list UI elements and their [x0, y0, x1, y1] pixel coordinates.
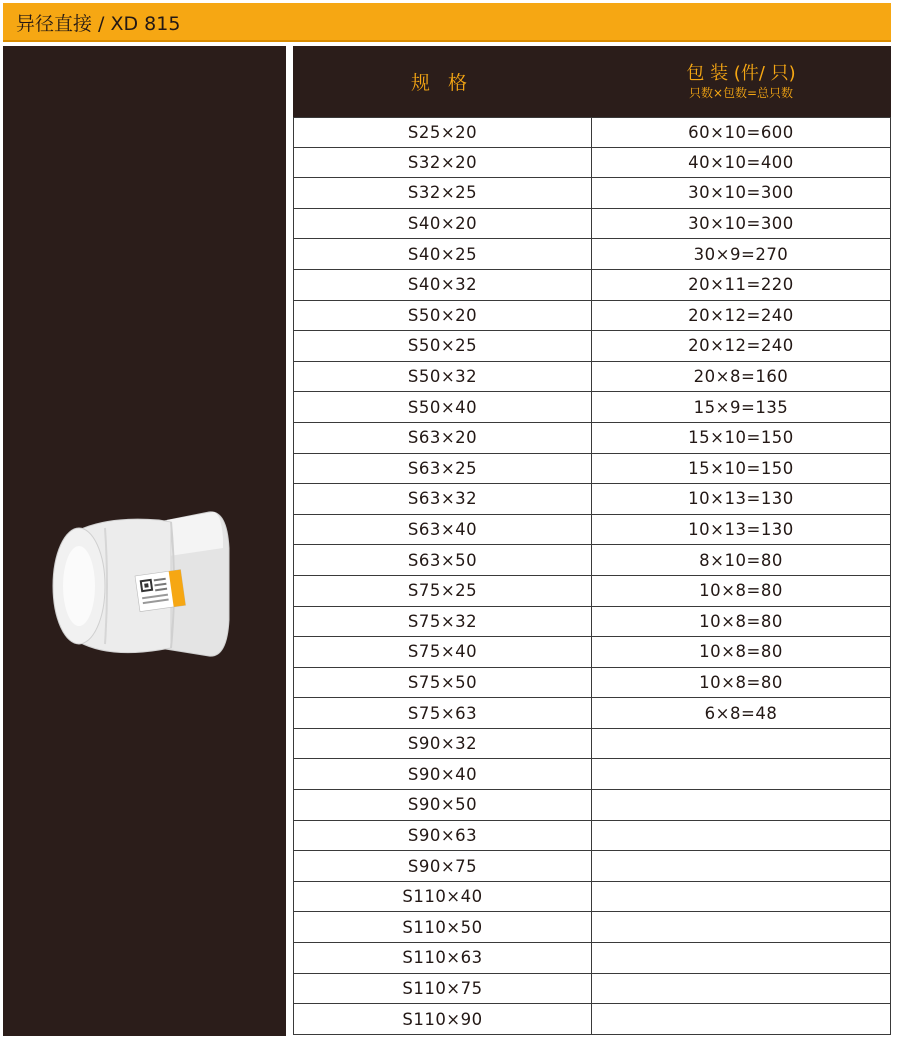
- pack-cell: 10×8=80: [699, 581, 783, 601]
- pack-cell: 10×13=130: [688, 520, 794, 540]
- spec-cell: S50×32: [294, 362, 592, 392]
- spec-cell: S75×25: [294, 576, 592, 606]
- header-pack-title: 包 装 (件/ 只): [686, 62, 796, 84]
- table-row: [294, 484, 890, 515]
- pack-cell: 30×10=300: [688, 183, 794, 203]
- table-row: [294, 392, 890, 423]
- table-row: [294, 209, 890, 240]
- table-row: [294, 117, 890, 148]
- spec-cell: S63×50: [294, 545, 592, 575]
- pack-cell: 20×8=160: [693, 367, 789, 387]
- spec-cell: S50×20: [294, 301, 592, 331]
- spec-cell: S50×40: [294, 392, 592, 422]
- table-row: [294, 759, 890, 790]
- spec-cell: S110×75: [294, 974, 592, 1004]
- pack-cell: 30×9=270: [693, 244, 789, 264]
- pack-cell: 10×8=80: [699, 642, 783, 662]
- pack-cell: 8×10=80: [699, 550, 783, 570]
- spec-cell: S75×50: [294, 668, 592, 698]
- spec-cell: S90×75: [294, 851, 592, 881]
- spec-cell: S63×25: [294, 454, 592, 484]
- table-row: [294, 943, 890, 974]
- spec-cell: S90×50: [294, 790, 592, 820]
- spec-cell: S50×25: [294, 331, 592, 361]
- spec-cell: S32×25: [294, 178, 592, 208]
- spec-cell: S63×32: [294, 484, 592, 514]
- table-row: [294, 974, 890, 1005]
- spec-cell: S110×40: [294, 882, 592, 912]
- table-row: [294, 148, 890, 179]
- spec-cell: S63×20: [294, 423, 592, 453]
- table-row: [294, 1004, 890, 1035]
- pack-cell: [592, 790, 890, 820]
- pack-cell: 20×11=220: [688, 275, 794, 295]
- pack-cell: [592, 912, 890, 942]
- pack-cell: 20×12=240: [688, 305, 794, 325]
- table-row: [294, 301, 890, 332]
- product-panel: [3, 46, 286, 1036]
- page-title: 异径直接 / XD 815: [16, 13, 181, 35]
- pack-cell: 15×10=150: [688, 458, 794, 478]
- table-row: [294, 362, 890, 393]
- spec-table: [293, 117, 891, 1035]
- title-bar: [3, 3, 891, 42]
- pack-cell: 10×8=80: [699, 672, 783, 692]
- pack-cell: 30×10=300: [688, 214, 794, 234]
- spec-cell: S40×25: [294, 239, 592, 269]
- pack-cell: [592, 943, 890, 973]
- table-row: [294, 270, 890, 301]
- spec-cell: S110×90: [294, 1004, 592, 1034]
- spec-cell: S63×40: [294, 515, 592, 545]
- spec-table-panel: [293, 46, 891, 1036]
- pipe-reducer-coupling-icon: [49, 508, 239, 670]
- table-row: [294, 239, 890, 270]
- spec-cell: S40×20: [294, 209, 592, 239]
- table-row: [294, 821, 890, 852]
- pack-cell: [592, 882, 890, 912]
- spec-cell: S75×63: [294, 698, 592, 728]
- pack-cell: 10×8=80: [699, 611, 783, 631]
- pack-cell: 6×8=48: [704, 703, 778, 723]
- pack-cell: [592, 974, 890, 1004]
- table-row: [294, 454, 890, 485]
- pack-cell: 15×9=135: [693, 397, 789, 417]
- table-header: [293, 46, 891, 117]
- table-row: [294, 331, 890, 362]
- table-row: [294, 515, 890, 546]
- table-row: [294, 851, 890, 882]
- pack-cell: 40×10=400: [688, 152, 794, 172]
- spec-cell: S110×63: [294, 943, 592, 973]
- header-spec: 规 格: [410, 72, 474, 94]
- table-row: [294, 545, 890, 576]
- pack-cell: 60×10=600: [688, 122, 794, 142]
- header-pack: [591, 46, 891, 117]
- spec-cell: S110×50: [294, 912, 592, 942]
- pack-cell: [592, 729, 890, 759]
- spec-cell: S40×32: [294, 270, 592, 300]
- spec-cell: S90×40: [294, 759, 592, 789]
- pack-cell: [592, 821, 890, 851]
- table-row: [294, 668, 890, 699]
- spec-cell: S90×63: [294, 821, 592, 851]
- pack-cell: 20×12=240: [688, 336, 794, 356]
- table-row: [294, 423, 890, 454]
- table-row: [294, 607, 890, 638]
- spec-cell: S75×32: [294, 607, 592, 637]
- pack-cell: [592, 759, 890, 789]
- spec-cell: S75×40: [294, 637, 592, 667]
- table-row: [294, 698, 890, 729]
- table-row: [294, 576, 890, 607]
- pack-cell: 15×10=150: [688, 428, 794, 448]
- spec-cell: S25×20: [294, 118, 592, 147]
- header-pack-subtitle: 只数×包数=总只数: [688, 85, 794, 100]
- table-row: [294, 882, 890, 913]
- spec-cell: S32×20: [294, 148, 592, 178]
- spec-cell: S90×32: [294, 729, 592, 759]
- table-row: [294, 637, 890, 668]
- table-row: [294, 729, 890, 760]
- table-row: [294, 790, 890, 821]
- pack-cell: [592, 851, 890, 881]
- table-row: [294, 178, 890, 209]
- pack-cell: [592, 1004, 890, 1034]
- table-row: [294, 912, 890, 943]
- pack-cell: 10×13=130: [688, 489, 794, 509]
